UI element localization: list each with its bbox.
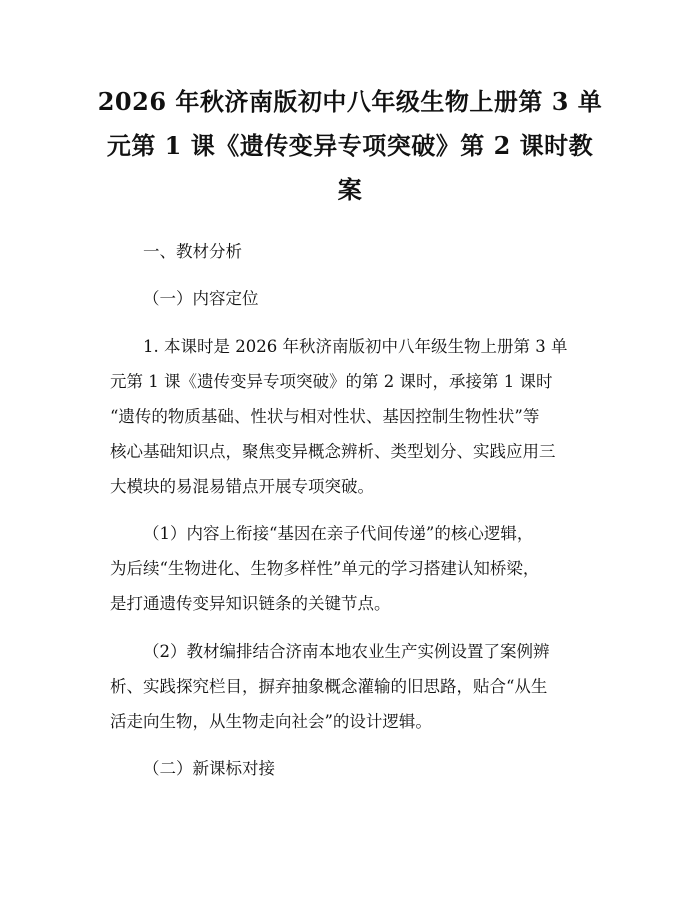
paragraph-3-line-1: （2）教材编排结合济南本地农业生产实例设置了案例辨: [143, 642, 550, 661]
paragraph-1-line-1: 1. 本课时是 2026 年秋济南版初中八年级生物上册第 3 单: [143, 337, 568, 356]
document-title: [96, 80, 604, 212]
subsection-heading-new-curriculum: （二）新课标对接: [143, 759, 275, 778]
title-line-2: 元第 1 课《遗传变异专项突破》第 2 课时教: [106, 131, 594, 160]
paragraph-1-line-3: “遗传的物质基础、性状与相对性状、基因控制生物性状”等: [110, 407, 540, 426]
paragraph-2-line-3: 是打通遗传变异知识链条的关键节点。: [110, 594, 391, 613]
paragraph-1-line-2: 元第 1 课《遗传变异专项突破》的第 2 课时，承接第 1 课时: [110, 372, 553, 391]
subsection-heading-content-positioning: （一）内容定位: [143, 289, 259, 308]
paragraph-3-line-2: 析、实践探究栏目，摒弃抽象概念灌输的旧思路，贴合“从生: [110, 677, 548, 696]
title-line-3: 案: [337, 175, 363, 204]
paragraph-2-line-2: 为后续“生物进化、生物多样性”单元的学习搭建认知桥梁，: [110, 559, 540, 578]
title-line-1: 2026 年秋济南版初中八年级生物上册第 3 单: [97, 87, 603, 116]
paragraph-2-line-1: （1）内容上衔接“基因在亲子代间传递”的核心逻辑，: [143, 524, 534, 543]
paragraph-1-line-4: 核心基础知识点，聚焦变异概念辨析、类型划分、实践应用三: [110, 442, 556, 461]
paragraph-1-line-5: 大模块的易混易错点开展专项突破。: [110, 477, 374, 496]
section-heading-textbook-analysis: 一、教材分析: [143, 242, 242, 261]
paragraph-3-line-3: 活走向生物，从生物走向社会”的设计逻辑。: [110, 712, 432, 731]
